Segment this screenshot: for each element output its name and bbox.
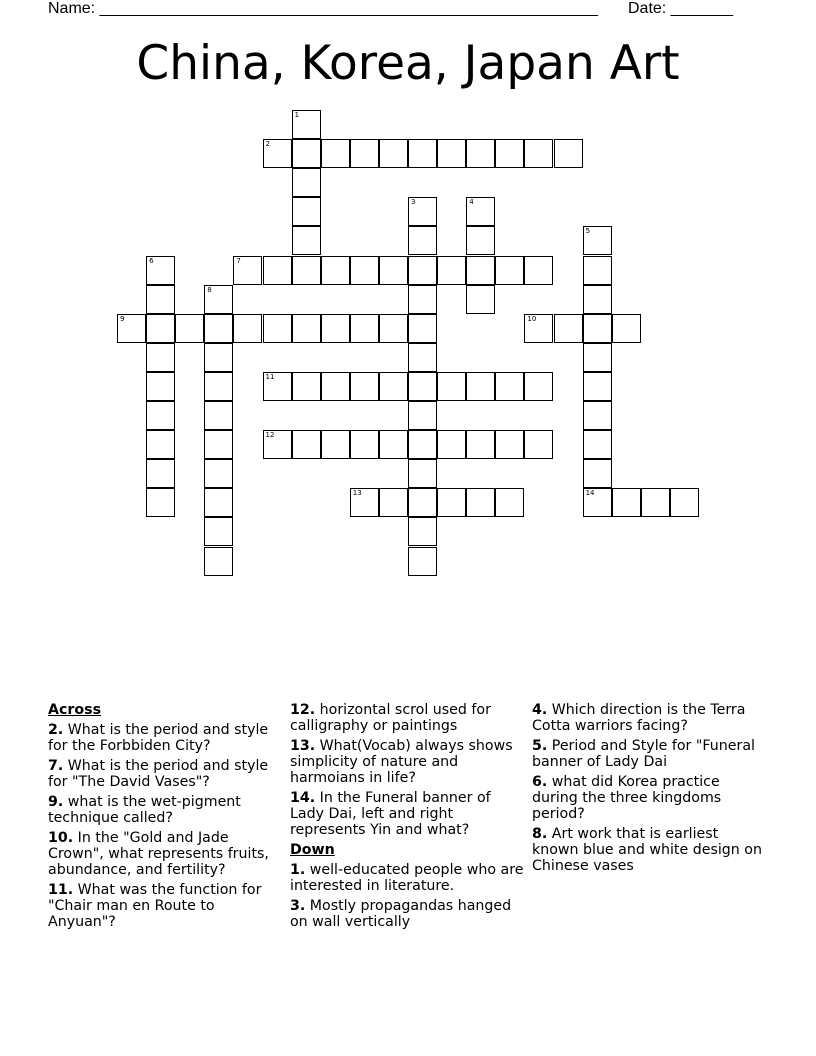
grid-cell[interactable] [524, 256, 553, 285]
clue-text: Art work that is earliest known blue and white design on Chinese vases [532, 826, 762, 874]
grid-cell[interactable] [292, 372, 321, 401]
grid-cell[interactable] [408, 372, 437, 401]
grid-cell[interactable] [554, 139, 583, 168]
cell-number: 7 [236, 256, 241, 265]
grid-cell[interactable] [204, 517, 233, 546]
grid-cell[interactable] [263, 256, 292, 285]
grid-cell[interactable] [292, 226, 321, 255]
clue-down-5 [532, 738, 766, 770]
grid-cell[interactable] [466, 197, 495, 226]
cell-number: 4 [469, 198, 474, 207]
grid-cell[interactable] [321, 430, 350, 459]
grid-cell[interactable] [524, 430, 553, 459]
grid-cell[interactable] [583, 488, 612, 517]
grid-cell[interactable] [292, 256, 321, 285]
grid-cell[interactable] [204, 459, 233, 488]
clue-down-6 [532, 774, 766, 822]
grid-cell[interactable] [350, 488, 379, 517]
grid-cell[interactable] [437, 488, 466, 517]
grid-cell[interactable] [466, 139, 495, 168]
grid-cell[interactable] [554, 314, 583, 343]
grid-cell[interactable] [583, 343, 612, 372]
grid-cell[interactable] [437, 139, 466, 168]
grid-cell[interactable] [204, 547, 233, 576]
grid-cell[interactable] [204, 314, 233, 343]
cell-number: 6 [149, 256, 154, 265]
cell-number: 5 [585, 227, 591, 236]
clue-across-7 [48, 758, 280, 790]
date-field-label: Date: _______ [628, 0, 733, 17]
clue-across-10 [48, 830, 280, 878]
grid-cell[interactable] [408, 547, 437, 576]
grid-cell[interactable] [524, 139, 553, 168]
clue-number: 6. [532, 774, 548, 790]
clue-text: What is the period and style for "The David Vases"? [48, 758, 269, 790]
clue-across-13 [290, 738, 526, 786]
grid-cell[interactable] [408, 343, 437, 372]
grid-cell[interactable] [146, 401, 175, 430]
clue-down-1 [290, 862, 526, 894]
clue-text: Mostly propagandas hanged on wall vertically [290, 898, 512, 930]
grid-cell[interactable] [408, 488, 437, 517]
grid-cell[interactable] [350, 139, 379, 168]
grid-cell[interactable] [263, 139, 292, 168]
grid-cell[interactable] [146, 256, 175, 285]
grid-cell[interactable] [583, 285, 612, 314]
clue-text: In the Funeral banner of Lady Dai, left and right represents Yin and what? [290, 790, 491, 838]
grid-cell[interactable] [583, 372, 612, 401]
clue-down-3 [290, 898, 526, 930]
grid-cell[interactable] [350, 372, 379, 401]
grid-cell[interactable] [408, 226, 437, 255]
clue-number: 3. [290, 898, 306, 914]
grid-cell[interactable] [292, 110, 321, 139]
page-title: China, Korea, Japan Art [136, 36, 680, 91]
grid-cell[interactable] [233, 256, 262, 285]
grid-cell[interactable] [263, 314, 292, 343]
grid-cell[interactable] [146, 488, 175, 517]
cell-number: 1 [294, 111, 300, 119]
cell-number: 11 [265, 372, 275, 381]
grid-cell[interactable] [379, 139, 408, 168]
grid-cell[interactable] [408, 285, 437, 314]
grid-cell[interactable] [263, 430, 292, 459]
grid-cell[interactable] [146, 459, 175, 488]
grid-cell[interactable] [379, 488, 408, 517]
clue-number: 2. [48, 722, 64, 738]
grid-cell[interactable] [670, 488, 699, 517]
grid-cell[interactable] [379, 256, 408, 285]
clue-number: 12. [290, 702, 316, 718]
grid-cell[interactable] [379, 430, 408, 459]
grid-cell[interactable] [495, 139, 524, 168]
grid-cell[interactable] [263, 372, 292, 401]
grid-cell[interactable] [204, 285, 233, 314]
grid-cell[interactable] [117, 314, 146, 343]
grid-cell[interactable] [204, 430, 233, 459]
grid-cell[interactable] [466, 256, 495, 285]
clue-across-12 [290, 702, 526, 734]
clue-text: what is the wet-pigment technique called? [48, 794, 241, 826]
cell-number: 9 [120, 314, 125, 323]
clue-number: 9. [48, 794, 64, 810]
grid-cell[interactable] [495, 488, 524, 517]
cell-number: 2 [265, 140, 270, 149]
grid-cell[interactable] [350, 430, 379, 459]
grid-cell[interactable] [292, 197, 321, 226]
grid-cell[interactable] [612, 488, 641, 517]
clue-text: Which direction is the Terra Cotta warriors facing? [532, 702, 746, 734]
grid-cell[interactable] [583, 256, 612, 285]
clue-number: 13. [290, 738, 316, 754]
grid-cell[interactable] [408, 314, 437, 343]
grid-cell[interactable] [466, 226, 495, 255]
grid-cell[interactable] [466, 285, 495, 314]
clue-number: 4. [532, 702, 548, 718]
grid-cell[interactable] [350, 314, 379, 343]
grid-cell[interactable] [495, 372, 524, 401]
grid-cell[interactable] [583, 401, 612, 430]
grid-cell[interactable] [204, 401, 233, 430]
clue-number: 1. [290, 862, 306, 878]
grid-cell[interactable] [583, 314, 612, 343]
cell-number: 13 [352, 489, 362, 498]
grid-cell[interactable] [495, 256, 524, 285]
grid-cell[interactable] [379, 372, 408, 401]
clue-text: What is the period and style for the Forbbiden City? [48, 722, 269, 754]
grid-cell[interactable] [437, 430, 466, 459]
clue-across-2 [48, 722, 280, 754]
clue-number: 10. [48, 830, 74, 846]
clue-text: What(Vocab) always shows simplicity of nature and harmoians in life? [290, 738, 513, 786]
grid-cell[interactable] [408, 517, 437, 546]
clue-number: 8. [532, 826, 548, 842]
down-heading: Down [290, 842, 335, 858]
grid-cell[interactable] [524, 372, 553, 401]
grid-cell[interactable] [466, 372, 495, 401]
grid-cell[interactable] [146, 314, 175, 343]
grid-cell[interactable] [612, 314, 641, 343]
clue-number: 14. [290, 790, 316, 806]
cell-number: 14 [585, 489, 595, 498]
clue-column-1 [48, 702, 280, 934]
grid-cell[interactable] [292, 430, 321, 459]
grid-cell[interactable] [321, 139, 350, 168]
grid-cell[interactable] [583, 226, 612, 255]
grid-cell[interactable] [233, 314, 262, 343]
cell-number: 10 [527, 314, 537, 323]
grid-cell[interactable] [408, 430, 437, 459]
clue-text: well-educated people who are interested in literature. [290, 862, 524, 894]
grid-cell[interactable] [583, 459, 612, 488]
grid-cell[interactable] [583, 430, 612, 459]
clue-column-2 [290, 702, 526, 934]
grid-cell[interactable] [146, 372, 175, 401]
clue-text: horizontal scrol used for calligraphy or paintings [290, 702, 491, 734]
grid-cell[interactable] [292, 139, 321, 168]
clue-number: 7. [48, 758, 64, 774]
cell-number: 8 [207, 285, 212, 294]
cell-number: 3 [411, 198, 416, 207]
grid-cell[interactable] [292, 168, 321, 197]
grid-cell[interactable] [466, 430, 495, 459]
grid-cell[interactable] [466, 488, 495, 517]
across-heading: Across [48, 702, 102, 718]
grid-cell[interactable] [146, 343, 175, 372]
grid-cell[interactable] [321, 256, 350, 285]
grid-cell[interactable] [146, 285, 175, 314]
grid-cell[interactable] [437, 256, 466, 285]
grid-cell[interactable] [437, 372, 466, 401]
clue-column-3 [532, 702, 766, 878]
grid-cell[interactable] [175, 314, 204, 343]
name-field-label: Name: ________________________________________________________ [48, 0, 598, 17]
grid-cell[interactable] [524, 314, 553, 343]
clue-text: what did Korea practice during the three kingdoms period? [532, 774, 722, 822]
clue-text: In the "Gold and Jade Crown", what represents fruits, abundance, and fertility? [48, 830, 269, 878]
grid-cell[interactable] [408, 139, 437, 168]
clue-down-8 [532, 826, 766, 874]
grid-cell[interactable] [321, 314, 350, 343]
grid-cell[interactable] [204, 343, 233, 372]
clue-text: What was the function for "Chair man en Route to Anyuan"? [48, 882, 262, 930]
grid-cell[interactable] [379, 314, 408, 343]
grid-cell[interactable] [408, 401, 437, 430]
grid-cell[interactable] [495, 430, 524, 459]
grid-cell[interactable] [146, 430, 175, 459]
grid-cell[interactable] [204, 488, 233, 517]
cell-number: 12 [265, 431, 275, 440]
grid-cell[interactable] [321, 372, 350, 401]
grid-cell[interactable] [204, 372, 233, 401]
grid-cell[interactable] [292, 314, 321, 343]
clue-across-14 [290, 790, 526, 838]
grid-cell[interactable] [408, 459, 437, 488]
clue-across-9 [48, 794, 280, 826]
grid-cell[interactable] [350, 256, 379, 285]
grid-cell[interactable] [408, 256, 437, 285]
grid-cell[interactable] [408, 197, 437, 226]
grid-cell[interactable] [641, 488, 670, 517]
clue-text: Period and Style for "Funeral banner of Lady Dai [532, 738, 755, 770]
clue-across-11 [48, 882, 280, 930]
clue-number: 11. [48, 882, 74, 898]
clue-number: 5. [532, 738, 548, 754]
clue-down-4 [532, 702, 766, 734]
